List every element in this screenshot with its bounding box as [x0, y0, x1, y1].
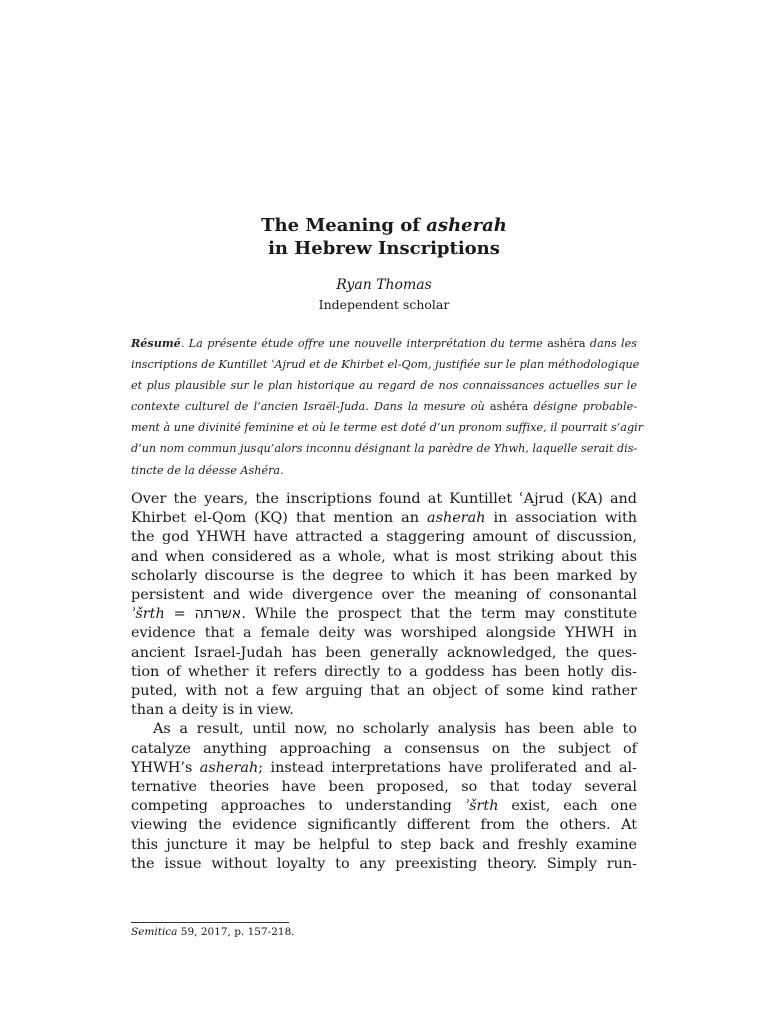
text-run: and when considered as a whole, what is most striking about this [131, 548, 637, 565]
text-run: viewing the evidence significantly different from the others. At [131, 817, 637, 834]
text-run: dans les [585, 337, 637, 350]
body-text [131, 490, 637, 874]
abstract-line [131, 438, 637, 459]
abstract-line: Résumé. La présente étude offre une nouvelle interprétation du terme ashéra dans les [131, 336, 637, 350]
body-line [131, 682, 637, 701]
body-line [131, 778, 637, 797]
text-run: persistent and wide divergence over the meaning of consonantal [131, 587, 637, 604]
body-line [131, 528, 637, 547]
italic-term: ʾšrth [464, 798, 499, 815]
italic-term: asherah [427, 510, 486, 527]
text-run: scholarly discourse is the degree to which it has been marked by [131, 567, 637, 584]
title-italic-term: asherah [426, 215, 507, 236]
abstract [131, 333, 644, 481]
body-line [131, 509, 637, 528]
text-run: tion of whether it refers directly to a goddess has been hotly dis- [131, 663, 637, 680]
abstract-line [131, 460, 637, 481]
text-run: YHWH’s [131, 759, 200, 776]
text-run: désigne probable- [528, 400, 637, 414]
journal-name: Semitica [131, 926, 178, 938]
text-run: = [164, 606, 195, 623]
text-run: . While the prospect that the term may constitute [241, 606, 637, 623]
text-run: ternative theories have been proposed, so that today several [131, 779, 637, 796]
body-line [131, 624, 637, 643]
text-run: tincte de la déesse Ashéra. [131, 463, 284, 477]
body-line [131, 720, 637, 739]
body-line [131, 855, 637, 874]
abstract-label: Résumé [131, 336, 181, 350]
text-run: contexte culturel de l’ancien Israël-Juda. Dans la mesure où [131, 400, 490, 414]
title-line-1: The Meaning of asherah [261, 215, 507, 236]
text-run: than a deity is in view. [131, 702, 294, 719]
roman-term: ashéra [489, 400, 529, 414]
body-line [131, 701, 637, 720]
title-line-2: in Hebrew Inscriptions [268, 238, 500, 259]
text-run: puted, with not a few arguing that an object of some kind rather [131, 683, 637, 700]
text-run: the god YHWH have attracted a staggering amount of discussion, [131, 529, 637, 546]
roman-term: ashéra [547, 337, 586, 350]
text-run: La présente étude offre une nouvelle interprétation du terme [188, 337, 548, 350]
body-line [131, 567, 637, 586]
footnote-rule [131, 922, 289, 923]
italic-term: asherah [199, 759, 259, 776]
text-run: inscriptions de Kuntillet ʿAjrud et de Khirbet el-Qom, justifiée sur le plan méthodologique [131, 358, 640, 372]
author-affiliation: Independent scholar [318, 297, 450, 312]
text-run: d’un nom commun jusqu’alors inconnu désignant la parèdre de Yhwh, laquelle serait dis- [131, 442, 638, 456]
text-run: evidence that a female deity was worshiped alongside YHWH in [131, 625, 637, 642]
abstract-line [131, 354, 640, 375]
body-line [131, 644, 637, 663]
text-run: exist, each one [498, 798, 637, 815]
body-line [131, 759, 637, 778]
body-line [131, 605, 637, 624]
abstract-line [131, 396, 637, 417]
body-line [131, 586, 637, 605]
text-run: this juncture it may be helpful to step back and freshly examine [131, 836, 637, 853]
body-line [131, 663, 637, 682]
text-run: in association with [485, 510, 637, 527]
body-line [131, 490, 637, 509]
journal-citation: 59, 2017, p. 157-218. [177, 926, 295, 938]
text-run: competing approaches to understanding [131, 798, 465, 815]
text-run: ; instead interpretations have proliferated and al- [258, 759, 637, 776]
text-run: ment à une divinité feminine et où le terme est doté d’un pronom suffixe, il pourrait s’agir [131, 421, 644, 435]
text-run: ancient Israel-Judah has been generally acknowledged, the ques- [131, 644, 637, 661]
body-line [131, 797, 637, 816]
author-name: Ryan Thomas [336, 277, 432, 293]
body-line [131, 548, 637, 567]
article-title [0, 214, 768, 260]
text-run: Khirbet el-Qom (KQ) that mention an [131, 510, 428, 527]
footnote [131, 925, 295, 939]
text-run: the issue without loyalty to any preexisting theory. Simply run- [131, 855, 637, 872]
body-line [131, 816, 637, 835]
hebrew-term: אשרתה [194, 606, 242, 623]
body-line [131, 836, 637, 855]
text-run: Over the years, the inscriptions found at Kuntillet ʿAjrud (KA) and [131, 491, 637, 507]
abstract-line [131, 417, 644, 438]
italic-term: ʾšrth [131, 606, 165, 623]
text-run: As a result, until now, no scholarly analysis has been able to [153, 721, 637, 738]
text-run: catalyze anything approaching a consensus on the subject of [131, 740, 637, 757]
abstract-line [131, 375, 637, 396]
body-line [131, 740, 637, 759]
text-run: et plus plausible sur le plan historique au regard de nos connaissances actuelles sur le [131, 379, 637, 393]
